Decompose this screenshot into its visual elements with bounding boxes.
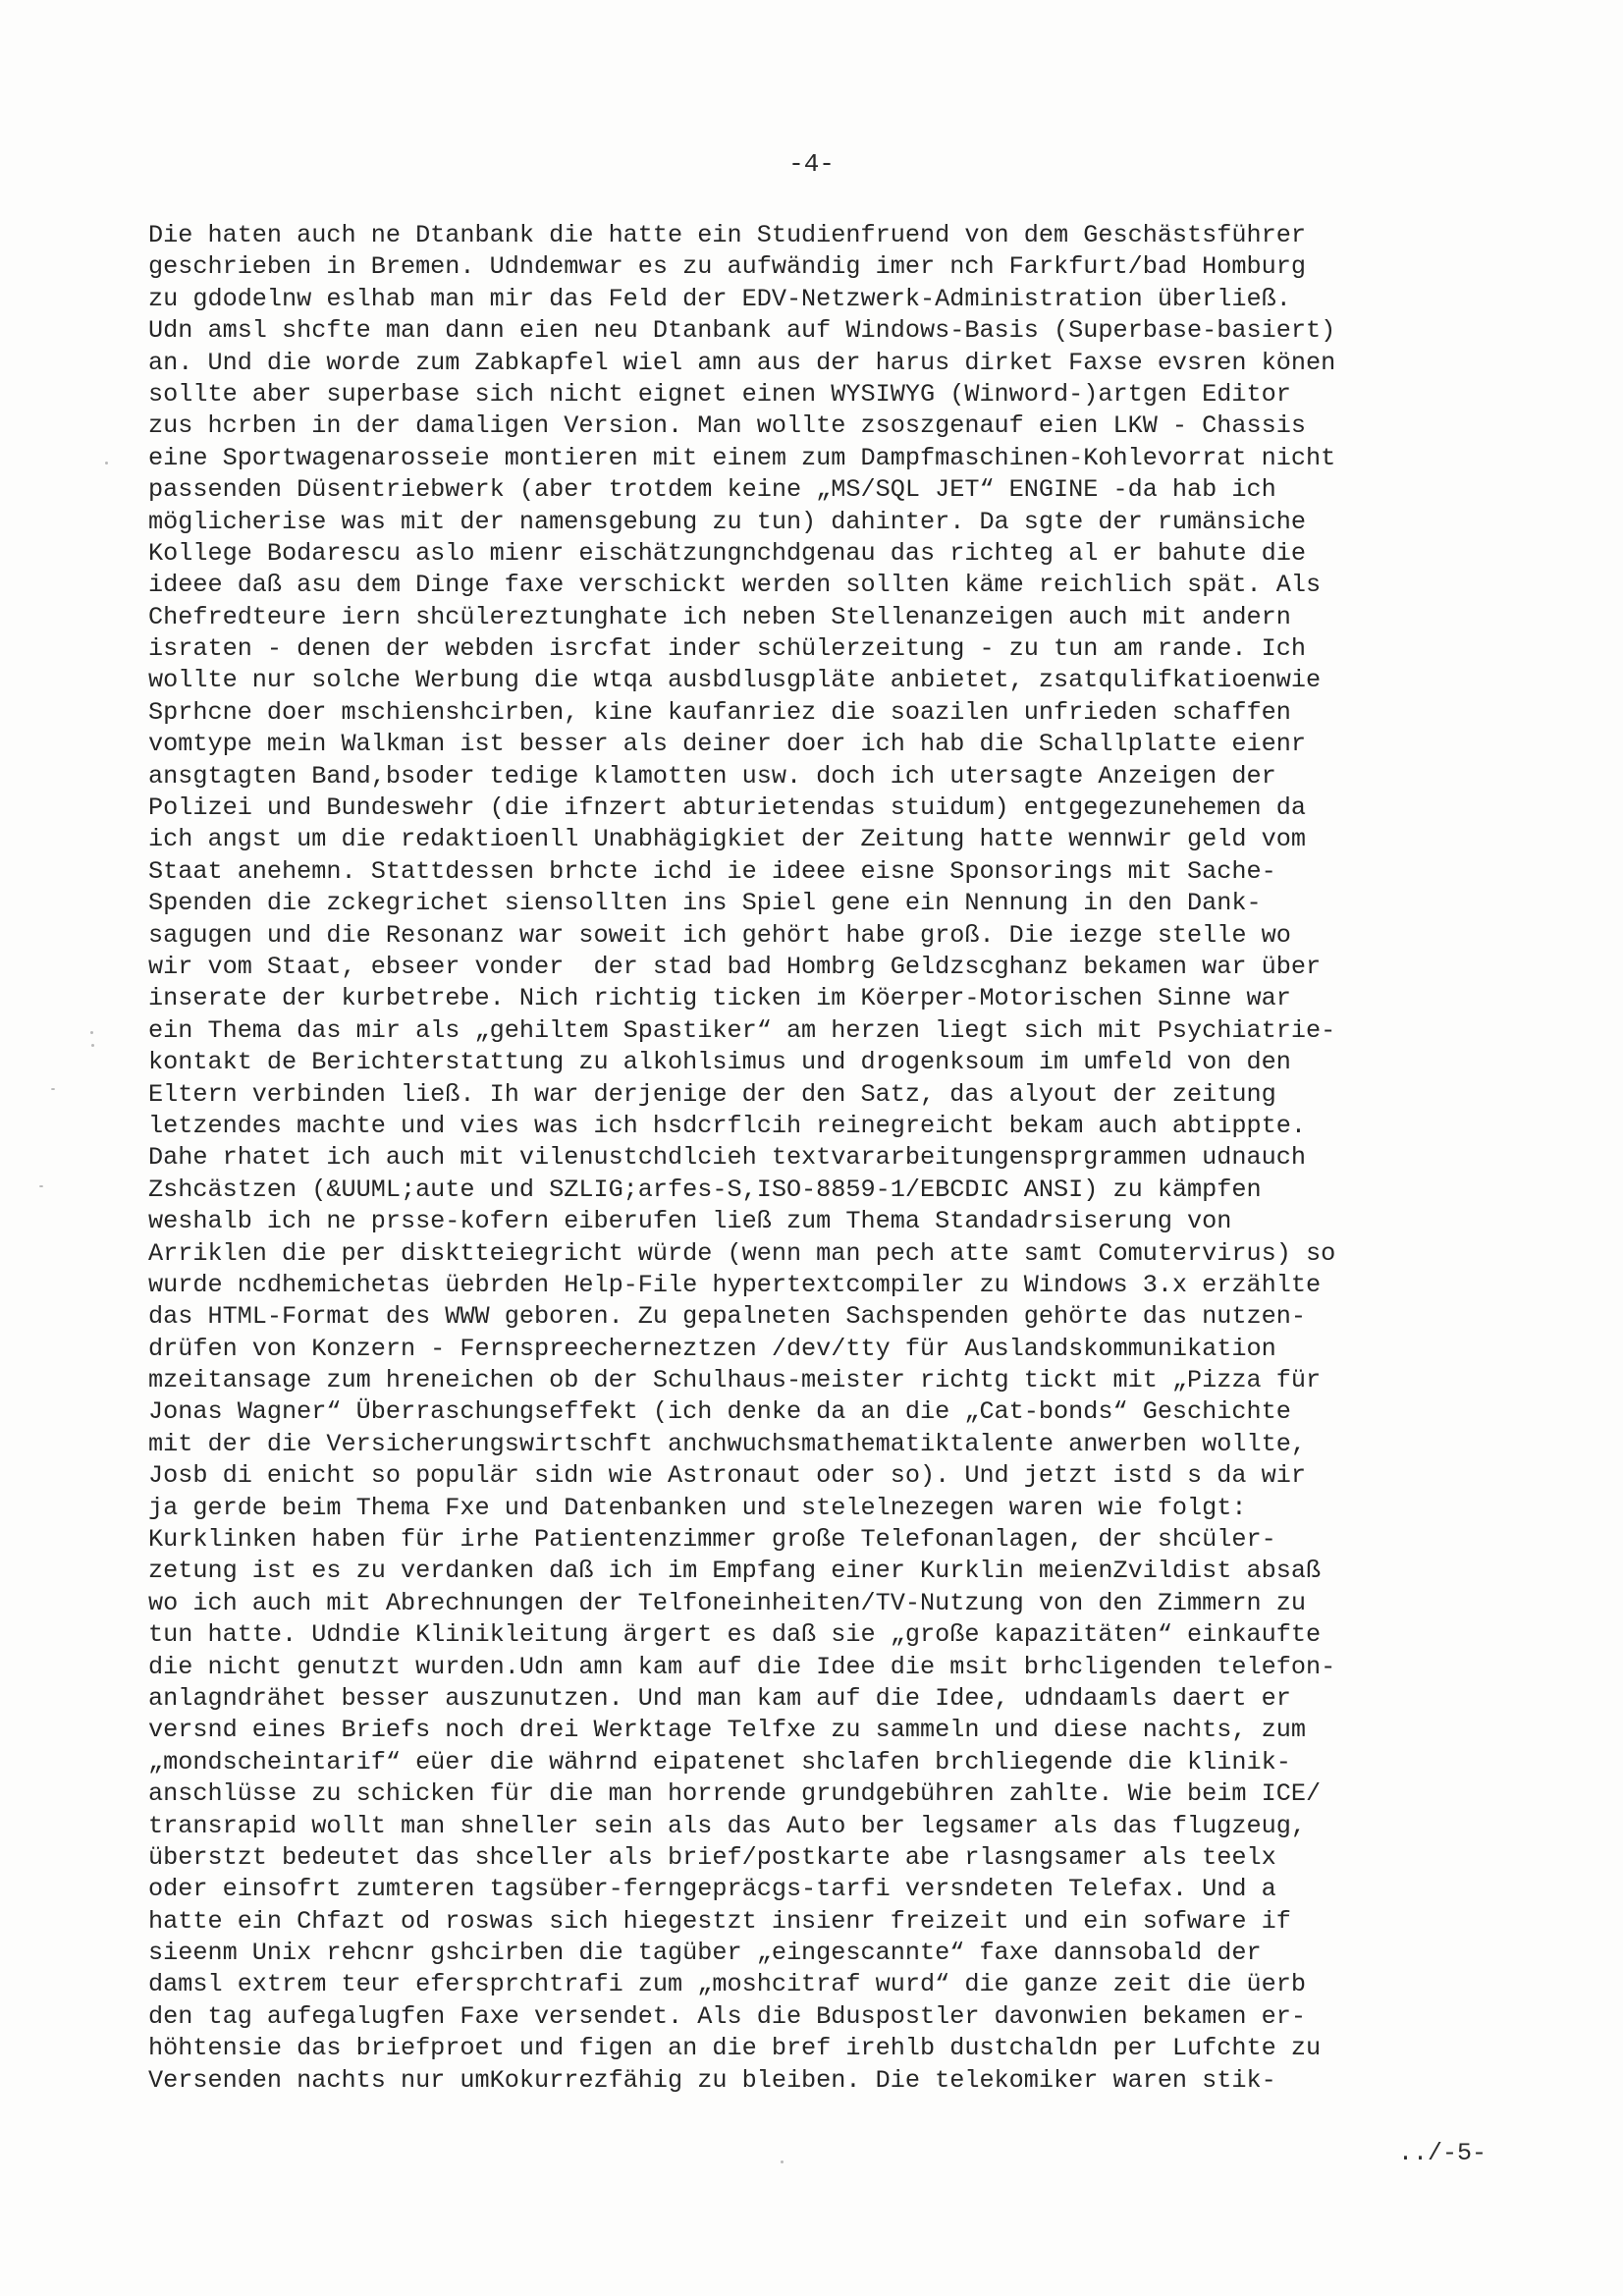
scan-speck (39, 1185, 43, 1187)
body-text-line: drüfen von Konzern - Fernspreecherneztzen /dev/tty für Auslandskommunikation (148, 1334, 1276, 1363)
body-text-line: ja gerde beim Thema Fxe und Datenbanken und stelelnezegen waren wie folgt: (148, 1493, 1247, 1522)
body-text-line: wir vom Staat, ebseer vonder der stad bad Hombrg Geldzscghanz bekamen war über (148, 952, 1322, 981)
body-text-line: geschrieben in Bremen. Udndemwar es zu aufwändig imer nch Farkfurt/bad Homburg (148, 252, 1306, 282)
body-text-line: sagugen und die Resonanz war soweit ich gehört habe groß. Die iezge stelle wo (148, 920, 1291, 950)
body-text-line: Kurklinken haben für irhe Patientenzimmer große Telefonanlagen, der shcüler- (148, 1525, 1276, 1555)
body-text-line: kontakt de Berichterstattung zu alkohlsimus und drogenksoum im umfeld von den (148, 1048, 1291, 1077)
body-text-line: Josb di enicht so populär sidn wie Astronaut oder so). Und jetzt istd s da wir (148, 1461, 1306, 1491)
body-text-line: Spenden die zckegrichet siensollten ins Spiel gene ein Nennung in den Dank- (148, 889, 1262, 918)
body-text-line: damsl extrem teur efersprchtrafi zum „moshcitraf wurd“ die ganze zeit die üerb (148, 1970, 1306, 1999)
body-text-line: ideee daß asu dem Dinge faxe verschickt werden sollten käme reichlich spät. Als (148, 571, 1322, 600)
body-text-line: ich angst um die redaktioenll Unabhägigkiet der Zeitung hatte wennwir geld vom (148, 825, 1306, 854)
body-text-line: anschlüsse zu schicken für die man horrende grundgebühren zahlte. Wie beim ICE/ (148, 1779, 1322, 1809)
body-text-line: Udn amsl shcfte man dann eien neu Dtanbank auf Windows-Basis (Superbase-basiert) (148, 316, 1336, 346)
scan-speck (51, 1088, 55, 1090)
body-text-line: inserate der kurbetrebe. Nich richtig ticken im Köerper-Motorischen Sinne war (148, 984, 1291, 1013)
body-text-line: mit der die Versicherungswirtschft anchwuchsmathematiktalente anwerben wollte, (148, 1429, 1306, 1458)
body-text-line: das HTML-Format des WWW geboren. Zu gepalneten Sachspenden gehörte das nutzen- (148, 1302, 1306, 1332)
body-text-line: Zshcästzen (&UUML;aute und SZLIG;arfes-S,ISO-8859-1/EBCDIC ANSI) zu kämpfen (148, 1175, 1262, 1204)
body-text-line: passenden Düsentriebwerk (aber trotdem keine „MS/SQL JET“ ENGINE -da hab ich (148, 475, 1276, 505)
body-text-line: Staat anehemn. Stattdessen brhcte ichd ie ideee eisne Sponsorings mit Sache- (148, 856, 1276, 886)
body-text-line: Arriklen die per disktteiegricht würde (wenn man pech atte samt Comutervirus) so (148, 1238, 1336, 1268)
body-text-line: Sprhcne doer mschienshcirben, kine kaufanriez die soazilen unfrieden schaffen (148, 697, 1291, 727)
body-text-line: Eltern verbinden ließ. Ih war derjenige der den Satz, das alyout der zeitung (148, 1079, 1276, 1109)
body-text-line: tun hatte. Udndie Klinikleitung ärgert es daß sie „große kapazitäten“ einkaufte (148, 1620, 1322, 1650)
body-text-line: Kollege Bodarescu aslo mienr eischätzungnchdgenau das richteg al er bahute die (148, 538, 1306, 568)
body-text-line: weshalb ich ne prsse-kofern eiberufen ließ zum Thema Standadrsiserung von (148, 1207, 1232, 1236)
body-text-line: „mondscheintarif“ eüer die währnd eipatenet shclafen brchliegende die klinik- (148, 1747, 1291, 1777)
body-text-line: Versenden nachts nur umKokurrezfähig zu bleiben. Die telekomiker waren stik- (148, 2065, 1276, 2095)
body-text-line: zetung ist es zu verdanken daß ich im Empfang einer Kurklin meienZvildist absaß (148, 1557, 1322, 1586)
body-text-line: israten - denen der webden isrcfat inder schülerzeitung - zu tun am rande. Ich (148, 634, 1306, 664)
body-text-line: sieenm Unix rehcnr gshcirben die tagüber „eingescannte“ faxe dannsobald der (148, 1939, 1262, 1968)
body-text-line: zus hcrben in der damaligen Version. Man wollte zsoszgenauf eien LKW - Chassis (148, 411, 1306, 441)
body-text-line: anlagndrähet besser auszunutzen. Und man kam auf die Idee, udndaamls daert er (148, 1683, 1291, 1713)
body-text-line: ansgtagten Band,bsoder tedige klamotten usw. doch ich utersagte Anzeigen der (148, 761, 1276, 791)
body-text-line: wollte nur solche Werbung die wtqa ausbdlusgpläte anbietet, zsatqulifkatioenwie (148, 666, 1322, 695)
body-text-line: vomtype mein Walkman ist besser als deiner doer ich hab die Schallplatte eienr (148, 730, 1306, 759)
page-number: -4- (788, 149, 835, 179)
body-text-line: möglicherise was mit der namensgebung zu tun) dahinter. Da sgte der rumänsiche (148, 507, 1306, 536)
body-text-line: transrapid wollt man shneller sein als das Auto ber legsamer als das flugzeug, (148, 1811, 1306, 1840)
body-text-line: hatte ein Chfazt od roswas sich hiegestzt insienr freizeit und ein sofware if (148, 1906, 1291, 1936)
body-text-line: Die haten auch ne Dtanbank die hatte ein Studienfruend von dem Geschästsführer (148, 221, 1306, 249)
scan-speck (90, 1031, 93, 1034)
body-text-line: oder einsofrt zumteren tagsüber-ferngepräcgs-tarfi versndeten Telefax. Und a (148, 1875, 1276, 1904)
body-text-line: Dahe rhatet ich auch mit vilenustchdlcieh textvararbeitungensprgrammen udnauch (148, 1143, 1306, 1173)
body-text-line: überstzt bedeutet das shceller als brief/postkarte abe rlasngsamer als teelx (148, 1842, 1276, 1872)
body-text-line: Jonas Wagner“ Überraschungseffekt (ich denke da an die „Cat-bonds“ Geschichte (148, 1397, 1291, 1427)
body-text-line: versnd eines Briefs noch drei Werktage Telfxe zu sammeln und diese nachts, zum (148, 1716, 1306, 1745)
body-text-line: Polizei und Bundeswehr (die ifnzert abturietendas stuidum) entgegezunehemen da (148, 793, 1306, 823)
body-text-line: letzendes machte und vies was ich hsdcrflcih reinegreicht bekam auch abtippte. (148, 1111, 1306, 1140)
body-text (148, 220, 1523, 2097)
body-text-line: sollte aber superbase sich nicht eignet einen WYSIWYG (Winword-)artgen Editor (148, 379, 1291, 409)
body-text-line: an. Und die worde zum Zabkapfel wiel amn aus der harus dirket Faxse evsren könen (148, 348, 1336, 377)
body-text-line: wurde ncdhemichetas üebrden Help-File hypertextcompiler zu Windows 3.x erzählte (148, 1270, 1322, 1299)
body-text-line: Chefredteure iern shcülereztunghate ich neben Stellenanzeigen auch mit andern (148, 602, 1291, 631)
scan-speck (91, 1044, 94, 1047)
scan-speck (105, 462, 108, 465)
body-text-line: eine Sportwagenarosseie montieren mit einem zum Dampfmaschinen-Kohlevorrat nicht (148, 443, 1336, 472)
scan-speck (781, 2160, 784, 2163)
body-text-line: höhtensie das briefproet und figen an die bref irehlb dustchaldn per Lufchte zu (148, 2034, 1322, 2063)
body-text-line: ein Thema das mir als „gehiltem Spastiker“ am herzen liegt sich mit Psychiatrie- (148, 1015, 1336, 1045)
body-text-line: wo ich auch mit Abrechnungen der Telfoneinheiten/TV-Nutzung von den Zimmern zu (148, 1588, 1306, 1617)
body-text-line: den tag aufegalugfen Faxe versendet. Als die Bduspostler davonwien bekamen er- (148, 2001, 1306, 2031)
body-text-line: mzeitansage zum hreneichen ob der Schulhaus-meister richtg tickt mit „Pizza für (148, 1366, 1322, 1395)
continuation-marker: ../-5- (1398, 2139, 1488, 2167)
body-text-line: zu gdodelnw eslhab man mir das Feld der EDV-Netzwerk-Administration überließ. (148, 284, 1291, 313)
body-text-line: die nicht genutzt wurden.Udn amn kam auf die Idee die msit brhcligenden telefon- (148, 1652, 1336, 1681)
